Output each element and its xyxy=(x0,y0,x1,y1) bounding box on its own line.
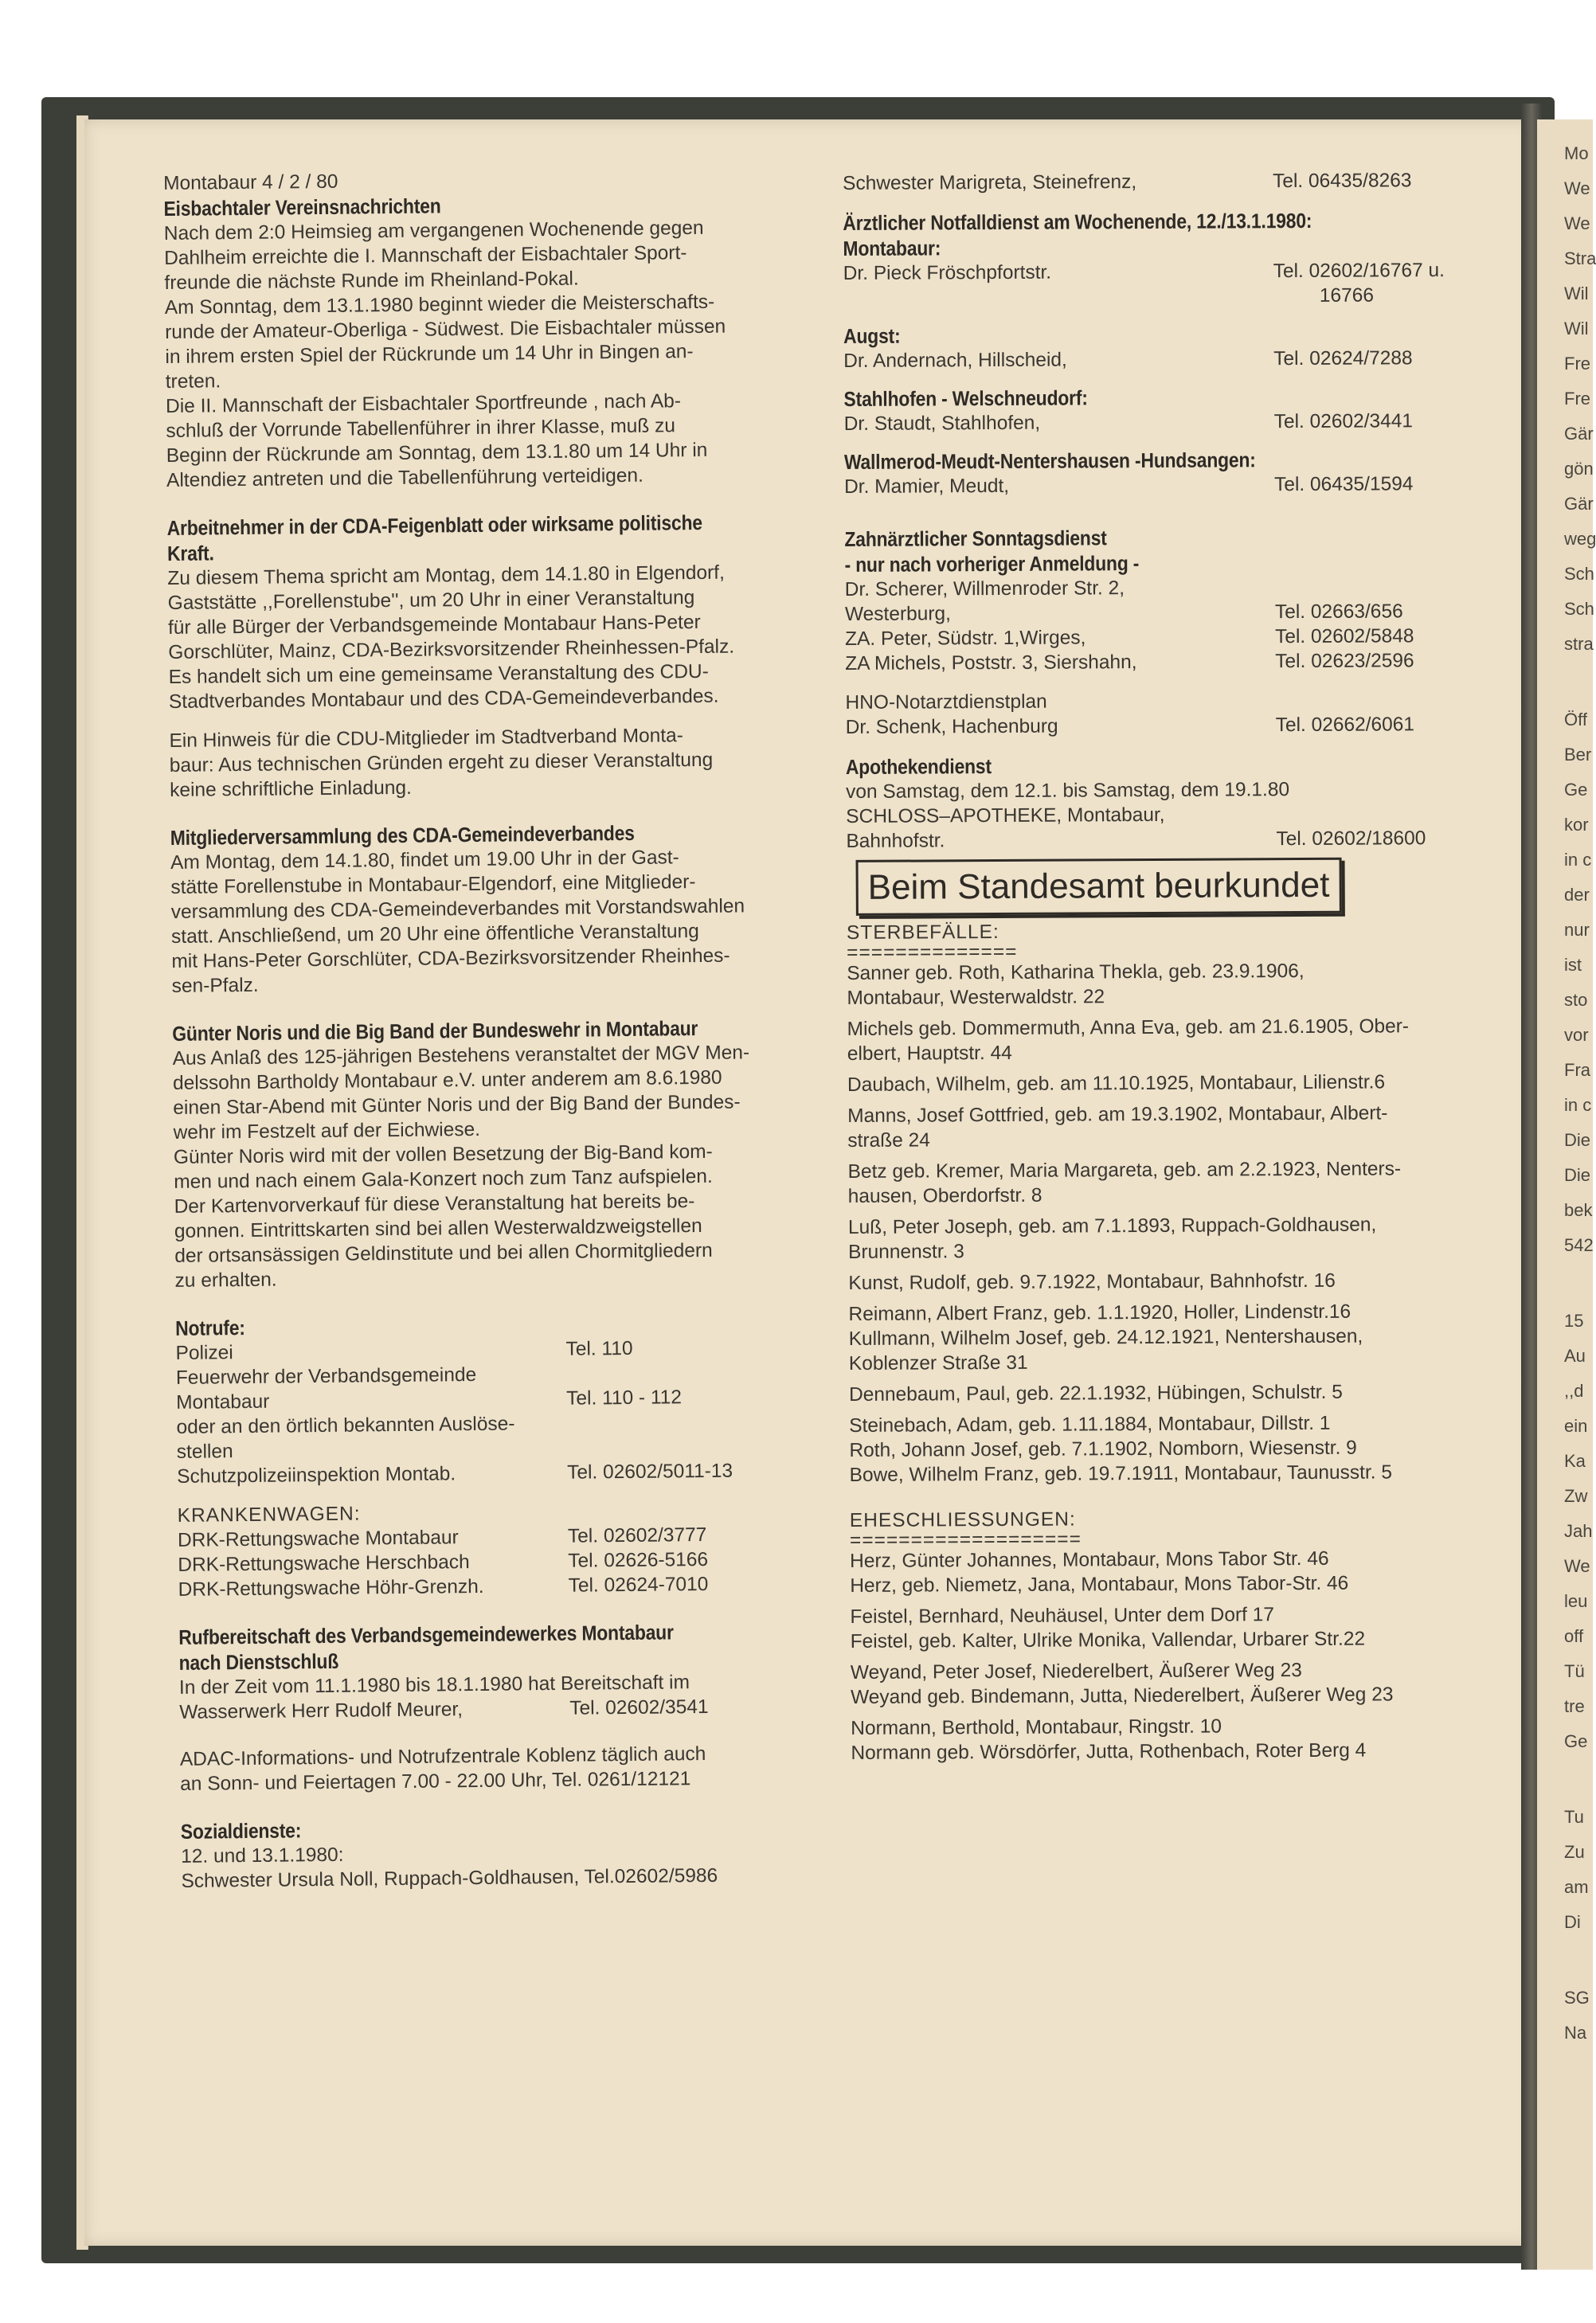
schwester-tel: Tel. 06435/8263 xyxy=(1273,170,1412,193)
place-heading: Stahlhofen - Welschneudorf: xyxy=(843,385,1088,411)
article-big-band xyxy=(173,1039,840,1293)
doctor-row xyxy=(843,346,1496,373)
doctor-tel: Tel. 02602/3441 xyxy=(1273,410,1414,433)
text-line: Der Kartenvorverkauf für diese Veranstaltung hat bereits be- xyxy=(174,1191,695,1218)
doctor-tel-cont: 16766 xyxy=(1319,284,1375,307)
heading-notfalldienst: Ärztlicher Notfalldienst am Wochenende, 12./13.1.1980: xyxy=(843,208,1312,235)
contact-name: Westerburg, xyxy=(844,603,951,625)
contact-row xyxy=(845,599,1498,627)
entry xyxy=(851,1657,1504,1710)
text-line: Günter Noris wird mit der vollen Besetzung der Big-Band kom- xyxy=(173,1140,713,1168)
doctor-tel: Tel. 06435/1594 xyxy=(1273,473,1414,496)
next-page-text: Sch xyxy=(1564,599,1594,619)
entry xyxy=(847,958,1500,1011)
next-page-text: sto xyxy=(1564,990,1588,1010)
contact-tel: Tel. 110 xyxy=(565,1337,633,1360)
entry xyxy=(849,1410,1502,1488)
entry xyxy=(848,1212,1501,1265)
text-line: gonnen. Eintrittskarten sind bei allen Westerwaldzweigstellen xyxy=(174,1214,702,1242)
text-line: Beginn der Rückrunde am Sonntag, dem 13.1.80 um 14 Uhr in xyxy=(166,439,708,467)
right-column xyxy=(843,168,1504,1772)
entry-line: Kunst, Rudolf, geb. 9.7.1922, Montabaur, Bahnhofstr. 16 xyxy=(848,1269,1336,1294)
next-page-text: Zw xyxy=(1564,1486,1588,1506)
sterbefaelle-list xyxy=(847,958,1502,1488)
entry-line: hausen, Oberdorfstr. 8 xyxy=(847,1184,1042,1207)
next-page-text: Die xyxy=(1564,1130,1591,1150)
text-line: men und nach einem Gala-Konzert noch zum Tanz aufspielen. xyxy=(174,1165,713,1193)
entry-line: Normann, Berthold, Montabaur, Ringstr. 10 xyxy=(851,1715,1222,1739)
rufbereitschaft-tel: Tel. 02602/3541 xyxy=(569,1695,709,1719)
heading-zahnarzt-1: Zahnärztlicher Sonntagsdienst xyxy=(844,526,1107,551)
contact-tel: Tel. 02602/5848 xyxy=(1274,625,1414,648)
next-page-fragment xyxy=(1537,119,1596,2270)
entry xyxy=(847,1070,1500,1097)
entry-line: Weyand geb. Bindemann, Jutta, Niederelbert, Äußerer Weg 23 xyxy=(850,1684,1394,1708)
contact-tel: Tel. 02623/2596 xyxy=(1275,650,1414,673)
entry-line: straße 24 xyxy=(847,1129,930,1152)
contact-tel: Tel. 02624-7010 xyxy=(568,1573,709,1597)
heading-zahnarzt-2: - nur nach vorheriger Anmeldung - xyxy=(844,551,1140,577)
text-line: delssohn Bartholdy Montabaur e.V. unter anderem am 8.6.1980 xyxy=(172,1066,722,1094)
contact-name: DRK-Rettungswache Herschbach xyxy=(178,1551,470,1576)
entry xyxy=(849,1379,1502,1407)
next-page-text: Fre xyxy=(1564,354,1590,373)
apotheke-name: SCHLOSS–APOTHEKE, Montabaur, xyxy=(846,804,1165,827)
entry-line: Betz geb. Kremer, Maria Margareta, geb. am 2.2.1923, Nenters- xyxy=(847,1158,1402,1183)
next-page-text: We xyxy=(1564,213,1590,233)
next-page-text: Fre xyxy=(1564,389,1590,409)
text-line: Altendiez antreten und die Tabellenführung verteidigen. xyxy=(166,464,644,491)
eheschliessungen-heading: EHESCHLIESSUNGEN: xyxy=(849,1508,1076,1531)
next-page-text: SG xyxy=(1564,1988,1590,2008)
next-page-text: Wil xyxy=(1564,319,1589,338)
entry-line: Bowe, Wilhelm Franz, geb. 19.7.1911, Montabaur, Taunusstr. 5 xyxy=(849,1461,1393,1486)
text-line: Gaststätte ,,Forellenstube'', um 20 Uhr in einer Veranstaltung xyxy=(167,587,695,614)
next-page-text: Jah xyxy=(1564,1521,1593,1541)
next-page-text: Mo xyxy=(1564,143,1589,163)
next-page-text: off xyxy=(1564,1626,1584,1646)
text-line: in ihrem ersten Spiel der Rückrunde um 14 Uhr in Bingen an- xyxy=(165,341,694,368)
contact-name: DRK-Rettungswache Montabaur xyxy=(177,1527,459,1551)
text-line: sen-Pfalz. xyxy=(171,974,259,997)
text-line: Ein Hinweis für die CDU-Mitglieder im Stadtverband Monta- xyxy=(169,725,684,752)
doctor-name: Dr. Andernach, Hillscheid, xyxy=(843,349,1067,372)
next-page-text: gön xyxy=(1564,459,1594,479)
next-page-text: Wil xyxy=(1564,284,1589,303)
text-line: treten. xyxy=(165,370,221,393)
entry xyxy=(848,1268,1501,1296)
next-page-text: 542 xyxy=(1564,1235,1594,1255)
entry-line: Feistel, geb. Kalter, Ulrike Monika, Vallendar, Urbarer Str.22 xyxy=(850,1628,1366,1652)
dateline: Montabaur 4 / 2 / 80 xyxy=(163,170,338,194)
text-line: wehr im Festzelt auf der Eichwiese. xyxy=(173,1118,481,1144)
text-line: statt. Anschließend, um 20 Uhr eine öffentliche Veranstaltung xyxy=(170,921,700,948)
text-line: ADAC-Informations- und Notrufzentrale Koblenz täglich auch xyxy=(179,1742,706,1770)
text-line: Am Montag, dem 14.1.80, findet um 19.00 Uhr in der Gast- xyxy=(170,847,679,874)
contact-tel: Tel. 02602/3777 xyxy=(567,1523,707,1547)
adac-text xyxy=(180,1740,846,1797)
text-line: Gorschlüter, Mainz, CDA-Bezirksvorsitzender Rheinhessen-Pfalz. xyxy=(168,636,735,663)
entry-line: Herz, geb. Niemetz, Jana, Montabaur, Mons Tabor-Str. 46 xyxy=(850,1572,1349,1597)
next-page-text: Ber xyxy=(1564,745,1592,765)
entry-line: Daubach, Wilhelm, geb. am 11.10.1925, Montabaur, Lilienstr.6 xyxy=(847,1071,1386,1096)
next-page-text: tre xyxy=(1564,1696,1585,1716)
heading-sozialdienste: Sozialdienste: xyxy=(180,1818,302,1844)
next-page-text: ein xyxy=(1564,1416,1588,1436)
contact-tel: Tel. 02626-5166 xyxy=(568,1548,709,1572)
next-page-text: Gär xyxy=(1564,494,1594,514)
contact-tel: Tel. 110 - 112 xyxy=(566,1386,683,1410)
text-line: Aus Anlaß des 125-jährigen Bestehens veranstaltet der MGV Men- xyxy=(172,1042,750,1070)
next-page-text: Na xyxy=(1564,2023,1587,2043)
article-eisbachtaler xyxy=(164,214,832,493)
next-page-text: 15 xyxy=(1564,1311,1584,1331)
article-cda-hinweis xyxy=(169,722,835,803)
entry-line: Sanner geb. Roth, Katharina Thekla, geb. 23.9.1906, xyxy=(847,960,1305,984)
entry-line: Koblenzer Straße 31 xyxy=(848,1351,1028,1375)
text-line: Nach dem 2:0 Heimsieg am vergangenen Wochenende gegen xyxy=(163,217,704,244)
entry-line: Roth, Johann Josef, geb. 7.1.1902, Nomborn, Wiesenstr. 9 xyxy=(849,1437,1357,1461)
doctor-name: Dr. Pieck Fröschpfortstr. xyxy=(843,261,1052,284)
next-page-text: Ge xyxy=(1564,1731,1588,1751)
apotheke-tel: Tel. 02602/18600 xyxy=(1276,827,1426,851)
text-line: an Sonn- und Feiertagen 7.00 - 22.00 Uhr, Tel. 0261/12121 xyxy=(180,1768,691,1795)
entry-line: Brunnenstr. 3 xyxy=(848,1241,964,1263)
entry xyxy=(847,1101,1500,1153)
heading-apothekendienst: Apothekendienst xyxy=(845,754,992,779)
hno-title: HNO-Notarztdienstplan xyxy=(845,690,1047,714)
text-line: baur: Aus technischen Gründen ergeht zu dieser Veranstaltung xyxy=(169,749,714,776)
next-page-text: ist xyxy=(1564,955,1582,975)
place-heading: Montabaur: xyxy=(843,236,941,260)
next-page-text: Tü xyxy=(1564,1661,1585,1681)
next-page-text: Zu xyxy=(1564,1842,1585,1862)
heading-rufbereitschaft-1: Rufbereitschaft des Verbandsgemeindewerkes Montabaur xyxy=(178,1620,674,1649)
text-line: versammlung des CDA-Gemeindeverbandes mit Vorstandswahlen xyxy=(170,895,745,923)
entry-line: Kullmann, Wilhelm Josef, geb. 24.12.1921, Nentershausen, xyxy=(848,1325,1363,1350)
text-line: runde der Amateur-Oberliga - Südwest. Die Eisbachtaler müssen xyxy=(164,315,726,343)
text-line: einen Star-Abend mit Günter Noris und der Big Band der Bundes- xyxy=(173,1091,741,1119)
text-line: Zu diesem Thema spricht am Montag, dem 14.1.80 in Elgendorf, xyxy=(167,561,725,589)
apotheke-dates: von Samstag, dem 12.1. bis Samstag, dem 19.1.80 xyxy=(846,779,1290,803)
doctor-row xyxy=(844,471,1497,499)
doctor-tel: Tel. 02624/7288 xyxy=(1273,347,1413,370)
contact-name: ZA Michels, Poststr. 3, Siershahn, xyxy=(845,651,1137,675)
text-line: für alle Bürger der Verbandsgemeinde Montabaur Hans-Peter xyxy=(167,611,701,639)
contact-name: oder an den örtlich bekannten Auslöse- xyxy=(176,1413,515,1438)
heading-notrufe: Notrufe: xyxy=(175,1316,245,1340)
next-page-text: stra xyxy=(1564,634,1594,654)
next-page-text: in c xyxy=(1564,850,1592,870)
heading-big-band: Günter Noris und die Big Band der Bundeswehr in Montabaur xyxy=(172,1016,698,1046)
contact-row xyxy=(845,624,1498,651)
contact-name: stellen xyxy=(176,1441,233,1463)
next-page-text: kor xyxy=(1564,815,1589,835)
article-mitgliederversammlung xyxy=(170,843,837,999)
entry-line: Luß, Peter Joseph, geb. am 7.1.1893, Ruppach-Goldhausen, xyxy=(847,1214,1377,1238)
doctor-name: Dr. Staudt, Stahlhofen, xyxy=(843,412,1041,435)
heading-mitgliederversammlung: Mitgliederversammlung des CDA-Gemeindeverbandes xyxy=(170,820,635,850)
next-page-text: Gär xyxy=(1564,424,1594,444)
next-page-text: leu xyxy=(1564,1591,1588,1611)
doctor-row-cont xyxy=(843,283,1496,311)
text-line: Es handelt sich um eine gemeinsame Veranstaltung des CDU- xyxy=(168,660,709,688)
doctor-row xyxy=(844,409,1497,436)
standesamt-box-heading: Beim Standesamt beurkundet xyxy=(856,858,1342,916)
next-page-text: Ge xyxy=(1564,780,1588,800)
next-page-text: bek xyxy=(1564,1200,1593,1220)
schwester-name: Schwester Marigreta, Steinefrenz, xyxy=(843,171,1137,194)
text-line: der ortsansässigen Geldinstitute und bei allen Chormitgliedern xyxy=(174,1239,713,1267)
doctor-row xyxy=(843,258,1496,286)
sterbefaelle-heading: STERBEFÄLLE: xyxy=(846,921,999,944)
entry-line: Steinebach, Adam, geb. 1.11.1884, Montabaur, Dillstr. 1 xyxy=(849,1412,1331,1437)
entry-line: Reimann, Albert Franz, geb. 1.1.1920, Holler, Lindenstr.16 xyxy=(848,1300,1352,1325)
next-page-text: Stra xyxy=(1564,248,1596,268)
heading-cda-1: Arbeitnehmer in der CDA-Feigenblatt oder wirksame politische xyxy=(166,510,702,540)
contact-tel: Tel. 02602/5011-13 xyxy=(567,1460,733,1484)
place-heading: Augst: xyxy=(843,323,901,348)
next-page-text: Sch xyxy=(1564,564,1594,584)
heading-cda-2: Kraft. xyxy=(166,541,214,565)
entry-line: Montabaur, Westerwaldstr. 22 xyxy=(847,986,1105,1009)
entry xyxy=(851,1713,1504,1766)
krankenwagen-list xyxy=(178,1521,843,1602)
left-column xyxy=(163,164,847,1894)
text-line: zu erhalten. xyxy=(174,1269,277,1292)
contact-name: DRK-Rettungswache Höhr-Grenzh. xyxy=(178,1575,484,1601)
hno-name: Dr. Schenk, Hachenburg xyxy=(845,715,1058,738)
next-page-text: Ka xyxy=(1564,1451,1586,1471)
doctor-tel: Tel. 02602/16767 u. xyxy=(1273,260,1445,283)
contact-name: Feuerwehr der Verbandsgemeinde xyxy=(175,1363,477,1389)
text-line: Dahlheim erreichte die I. Mannschaft der Eisbachtaler Sport- xyxy=(164,242,687,269)
contact-row xyxy=(845,574,1498,602)
next-page-text: am xyxy=(1564,1877,1589,1897)
heading-rufbereitschaft-2: nach Dienstschluß xyxy=(178,1648,339,1675)
entry-line: Manns, Josef Gottfried, geb. am 19.3.1902, Montabaur, Albert- xyxy=(847,1102,1388,1127)
next-page-text: Au xyxy=(1564,1346,1586,1366)
contact-tel: Tel. 02663/656 xyxy=(1274,600,1403,624)
next-page-text: ,,d xyxy=(1564,1381,1584,1401)
entry-line: Feistel, Bernhard, Neuhäusel, Unter dem Dorf 17 xyxy=(850,1604,1275,1628)
next-page-text: Öff xyxy=(1564,710,1587,729)
entry xyxy=(847,1156,1500,1209)
schwester-row xyxy=(843,168,1496,196)
next-page-text: Di xyxy=(1564,1912,1581,1932)
next-page-text: Die xyxy=(1564,1165,1591,1185)
hno-row xyxy=(846,712,1499,740)
article-cda xyxy=(167,559,834,714)
entry-line: elbert, Hauptstr. 44 xyxy=(847,1042,1012,1065)
hno-tel: Tel. 02662/6061 xyxy=(1275,714,1415,737)
text-line: Stadtverbandes Montabaur und des CDA-Gemeindeverbandes. xyxy=(168,685,719,713)
text-line: Am Sonntag, dem 13.1.1980 beginnt wieder die Meisterschafts- xyxy=(164,291,715,319)
next-page-text: Fra xyxy=(1564,1060,1590,1080)
next-page-text: We xyxy=(1564,178,1590,198)
next-page-text: vor xyxy=(1564,1025,1589,1045)
contact-name: Dr. Scherer, Willmenroder Str. 2, xyxy=(844,577,1125,600)
next-page-text: der xyxy=(1564,885,1590,905)
contact-name: Polizei xyxy=(175,1342,233,1364)
text-line: stätte Forellenstube in Montabaur-Elgendorf, eine Mitglieder- xyxy=(170,871,696,898)
next-page-text: in c xyxy=(1564,1095,1592,1115)
contact-name: Montabaur xyxy=(176,1390,270,1414)
text-line: mit Hans-Peter Gorschlüter, CDA-Bezirksvorsitzender Rheinhes- xyxy=(171,944,730,972)
contact-name: Schutzpolizeiinspektion Montab. xyxy=(177,1463,456,1488)
rufbereitschaft-name: Wasserwerk Herr Rudolf Meurer, xyxy=(179,1699,464,1723)
entry-line: Michels geb. Dommermuth, Anna Eva, geb. am 21.6.1905, Ober- xyxy=(847,1015,1410,1040)
entry-line: Normann geb. Wörsdörfer, Jutta, Rothenbach, Roter Berg 4 xyxy=(851,1739,1367,1764)
entry xyxy=(850,1546,1503,1598)
spacer xyxy=(843,284,1273,311)
text-line: 12. und 13.1.1980: xyxy=(181,1844,344,1867)
eheschliessungen-list xyxy=(850,1546,1504,1766)
entry-line: Herz, Günter Johannes, Montabaur, Mons Tabor Str. 46 xyxy=(850,1547,1329,1572)
sozialdienste-text xyxy=(181,1837,847,1894)
entry xyxy=(848,1299,1501,1376)
sterbefaelle-underline: ============== xyxy=(847,941,1018,964)
notrufe-list xyxy=(175,1334,842,1489)
heading-eisbachtaler: Eisbachtaler Vereinsnachrichten xyxy=(163,194,441,221)
text-line: In der Zeit vom 11.1.1980 bis 18.1.1980 hat Bereitschaft im xyxy=(178,1672,690,1699)
text-line: Schwester Ursula Noll, Ruppach-Goldhausen, Tel.02602/5986 xyxy=(181,1864,718,1892)
eheschliessungen-underline: =================== xyxy=(849,1528,1082,1551)
next-page-text: Tu xyxy=(1564,1807,1584,1827)
entry xyxy=(847,1014,1500,1066)
text-line: keine schriftliche Einladung. xyxy=(170,776,412,801)
entry-line: Dennebaum, Paul, geb. 22.1.1932, Hübingen, Schulstr. 5 xyxy=(848,1381,1343,1406)
apotheke-street: Bahnhofstr. xyxy=(846,830,945,852)
entry xyxy=(850,1601,1503,1654)
contact-name: ZA. Peter, Südstr. 1,Wirges, xyxy=(845,627,1086,650)
entry-line: Weyand, Peter Josef, Niederelbert, Äußerer Weg 23 xyxy=(850,1660,1302,1684)
next-page-text: weg xyxy=(1564,529,1596,549)
next-page-text: We xyxy=(1564,1556,1590,1576)
zahnarzt-list xyxy=(845,574,1499,676)
doctor-name: Dr. Mamier, Meudt, xyxy=(844,475,1010,498)
text-line: schluß der Vorrunde Tabellenführer in ihrer Klasse, muß zu xyxy=(166,415,676,442)
contact-row xyxy=(845,648,1498,676)
text-line: freunde die nächste Runde im Rheinland-Pokal. xyxy=(164,268,579,294)
place-heading: Wallmerod-Meudt-Nentershausen -Hundsangen: xyxy=(843,448,1256,474)
notfall-places xyxy=(843,233,1497,512)
next-page-text: nur xyxy=(1564,920,1590,940)
heading-krankenwagen: KRANKENWAGEN: xyxy=(177,1503,361,1527)
apotheke-row xyxy=(846,826,1499,854)
text-line: Die II. Mannschaft der Eisbachtaler Sportfreunde , nach Ab- xyxy=(165,390,682,417)
